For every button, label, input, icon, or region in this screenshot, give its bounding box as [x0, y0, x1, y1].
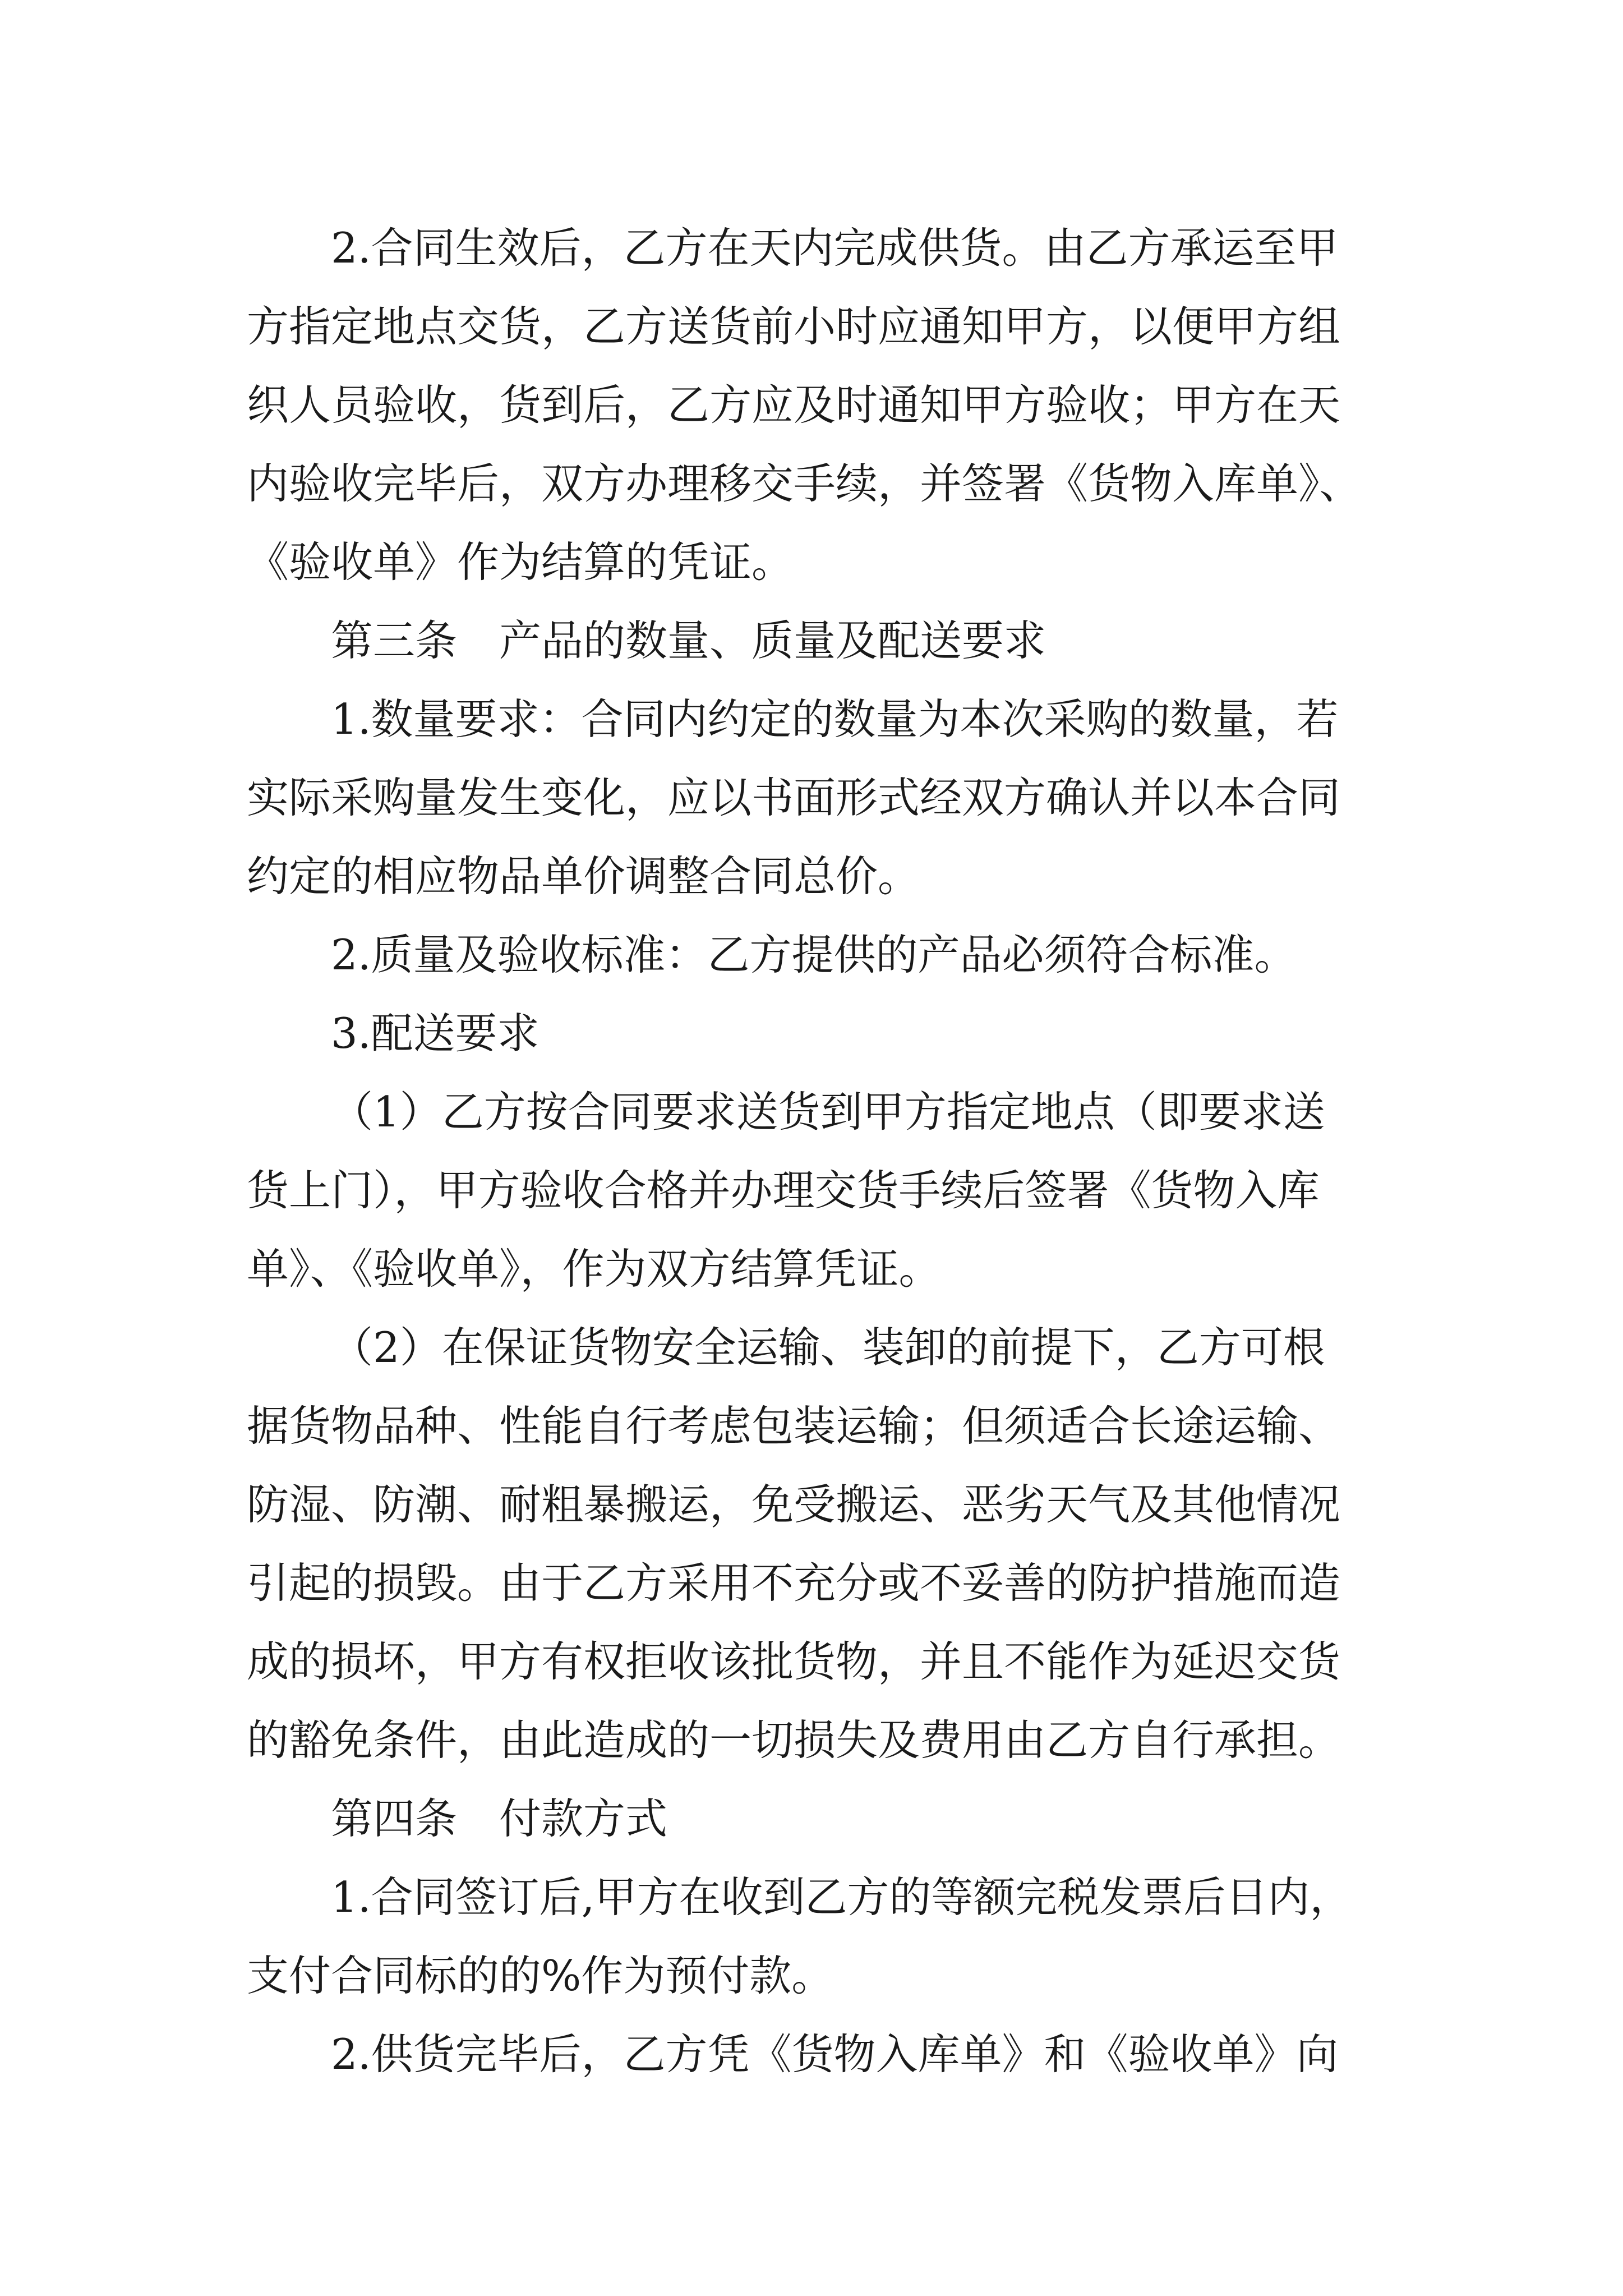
paragraph-line: 单》、《验收单》，作为双方结算凭证。 — [247, 1244, 941, 1294]
paragraph-line: 2.供货完毕后，乙方凭《货物入库单》和《验收单》向 — [331, 2030, 1339, 2079]
paragraph-line: 织人员验收，货到后，乙方应及时通知甲方验收；甲方在天 — [247, 380, 1341, 430]
paragraph-line: 的豁免条件，由此造成的一切损失及费用由乙方自行承担。 — [247, 1715, 1341, 1765]
paragraph-line: （2）在保证货物安全运输、装卸的前提下，乙方可根 — [331, 1323, 1325, 1372]
paragraph-line: 实际采购量发生变化，应以书面形式经双方确认并以本合同 — [247, 773, 1341, 822]
paragraph-line: 1.合同签订后,甲方在收到乙方的等额完税发票后日内， — [331, 1872, 1352, 1922]
paragraph-line: 方指定地点交货，乙方送货前小时应通知甲方，以便甲方组 — [247, 302, 1341, 351]
paragraph-line: 内验收完毕后，双方办理移交手续，并签署《货物入库单》、 — [247, 459, 1362, 508]
paragraph-line: 成的损坏，甲方有权拒收该批货物，并且不能作为延迟交货 — [247, 1637, 1341, 1686]
paragraph-line: 约定的相应物品单价调整合同总价。 — [247, 852, 920, 901]
paragraph-line: 3.配送要求 — [331, 1009, 540, 1058]
section-heading: 第四条 付款方式 — [331, 1794, 668, 1843]
section-heading: 第三条 产品的数量、质量及配送要求 — [331, 616, 1046, 665]
paragraph-line: 《验收单》作为结算的凭证。 — [247, 537, 794, 587]
paragraph-line: 货上门），甲方验收合格并办理交货手续后签署《货物入库 — [247, 1166, 1320, 1215]
paragraph-line: 2.质量及验收标准：乙方提供的产品必须符合标准。 — [331, 930, 1297, 979]
paragraph-line: 2.合同生效后，乙方在天内完成供货。由乙方承运至甲 — [331, 223, 1339, 273]
paragraph-line: 1.数量要求：合同内约定的数量为本次采购的数量，若 — [331, 694, 1339, 744]
paragraph-line: 支付合同标的的%作为预付款。 — [247, 1951, 834, 2000]
paragraph-line: 引起的损毁。由于乙方采用不充分或不妥善的防护措施而造 — [247, 1558, 1341, 1608]
paragraph-line: （1）乙方按合同要求送货到甲方指定地点（即要求送 — [331, 1087, 1325, 1137]
paragraph-line: 据货物品种、性能自行考虑包装运输；但须适合长途运输、 — [247, 1401, 1341, 1451]
paragraph-line: 防湿、防潮、耐粗暴搬运，免受搬运、恶劣天气及其他情况 — [247, 1480, 1341, 1529]
